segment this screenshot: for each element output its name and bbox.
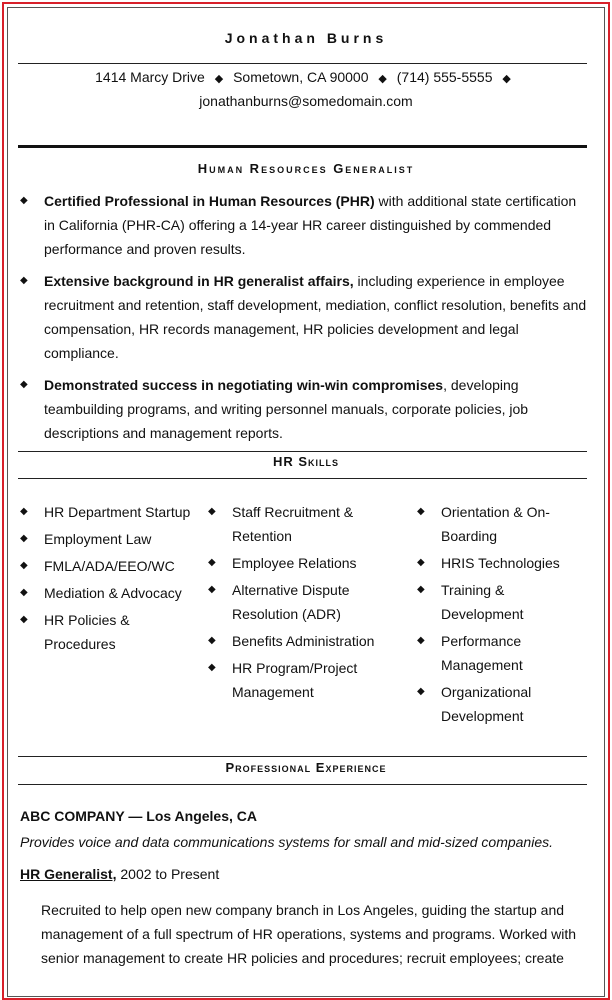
- skill-item: [20, 527, 202, 551]
- skill-label: Training & Development: [441, 582, 524, 622]
- skill-label: Organizational Development: [441, 684, 532, 724]
- skill-item: [417, 500, 587, 548]
- company-description: Provides voice and data communications systems for small and mid-sized companies.: [20, 834, 554, 850]
- bullet-icon: ◆: [20, 614, 28, 625]
- skill-item: [20, 581, 202, 605]
- summary-title: Human Resources Generalist: [197, 161, 415, 176]
- separator-icon: ◆: [214, 73, 224, 85]
- skill-label: Benefits Administration: [232, 633, 375, 649]
- skills-column-1: [20, 500, 202, 659]
- bullet-icon: ◆: [20, 506, 28, 517]
- bullet-icon: ◆: [208, 662, 216, 673]
- summary-item-text: including experience in employee recruitment and retention, staff development, mediation, conflict resolution, benefits and compensation, HR records management, HR policies development and legal compliance.: [44, 273, 587, 361]
- bullet-icon: ◆: [20, 195, 28, 206]
- bullet-icon: ◆: [208, 635, 216, 646]
- experience-title: Professional Experience: [225, 760, 387, 775]
- summary-item-bold: Certified Professional in Human Resources (PHR): [44, 193, 375, 209]
- summary-item-bold: Demonstrated success in negotiating win-win compromises: [44, 377, 444, 393]
- bullet-icon: ◆: [208, 506, 216, 517]
- skills-column-3: [417, 500, 587, 731]
- summary-item-text: , developing teambuilding programs, and writing personnel manuals, corporate policies, job descriptions and management reports.: [44, 377, 529, 441]
- company-name: ABC COMPANY — Los Angeles, CA: [20, 808, 257, 824]
- section-divider: [18, 478, 587, 479]
- skill-item: [208, 629, 380, 653]
- candidate-name: Jonathan Burns: [224, 30, 388, 46]
- bullet-icon: ◆: [417, 635, 425, 646]
- skill-label: HR Policies & Procedures: [44, 612, 130, 652]
- skill-item: [20, 500, 202, 524]
- summary-item-text: with additional state certification in California (PHR-CA) offering a 14-year HR career distinguished by commended performance and proven results.: [44, 193, 577, 257]
- skill-label: Employment Law: [44, 531, 152, 547]
- skills-column-2: [208, 500, 380, 707]
- job-title: HR Generalist,: [20, 866, 117, 882]
- section-divider: [18, 145, 587, 148]
- bullet-icon: ◆: [20, 587, 28, 598]
- bullet-icon: ◆: [417, 584, 425, 595]
- skill-item: [208, 500, 380, 548]
- skill-label: Staff Recruitment & Retention: [232, 504, 354, 544]
- skill-label: HR Program/Project Management: [232, 660, 358, 700]
- bullet-icon: ◆: [20, 275, 28, 286]
- skill-item: [20, 554, 202, 578]
- bullet-icon: ◆: [20, 533, 28, 544]
- bullet-icon: ◆: [20, 560, 28, 571]
- separator-icon: ◆: [378, 73, 387, 85]
- skill-item: [417, 680, 587, 728]
- skill-item: [208, 551, 380, 575]
- city: Sometown, CA 90000: [233, 69, 369, 85]
- skill-item: [417, 578, 587, 626]
- job-dates: 2002 to Present: [116, 866, 220, 882]
- bullet-icon: ◆: [208, 557, 216, 568]
- skill-label: Mediation & Advocacy: [44, 585, 182, 601]
- summary-item: [20, 189, 588, 261]
- skill-label: HRIS Technologies: [441, 555, 560, 571]
- summary-section: [20, 189, 588, 453]
- summary-item: [20, 373, 588, 445]
- section-divider: [18, 784, 587, 785]
- skill-item: [417, 551, 587, 575]
- contact-line: [0, 69, 612, 85]
- skill-label: HR Department Startup: [44, 504, 191, 520]
- skill-item: [208, 578, 380, 626]
- section-divider: [18, 451, 587, 452]
- skill-item: [20, 608, 202, 656]
- phone: (714) 555-5555: [396, 69, 493, 85]
- skill-label: Performance Management: [441, 633, 523, 673]
- summary-item: [20, 269, 588, 365]
- skill-label: Orientation & On-Boarding: [441, 504, 550, 544]
- job-title-line: [20, 866, 219, 882]
- separator-icon: ◆: [502, 73, 511, 85]
- skills-title: HR Skills: [272, 454, 340, 469]
- email: jonathanburns@somedomain.com: [199, 93, 413, 109]
- bullet-icon: ◆: [417, 506, 425, 517]
- bullet-icon: ◆: [208, 584, 216, 595]
- skill-item: [417, 629, 587, 677]
- summary-item-bold: Extensive background in HR generalist affairs,: [44, 273, 354, 289]
- job-description: Recruited to help open new company branch in Los Angeles, guiding the startup and management of a full spectrum of HR operations, systems and programs. Worked with senior management to create HR policies and procedures; recruit employees; create: [41, 902, 577, 966]
- bullet-icon: ◆: [417, 686, 425, 697]
- header-divider: [18, 63, 587, 64]
- skill-item: [208, 656, 380, 704]
- address: 1414 Marcy Drive: [95, 69, 205, 85]
- bullet-icon: ◆: [417, 557, 425, 568]
- bullet-icon: ◆: [20, 379, 28, 390]
- skill-label: Employee Relations: [232, 555, 357, 571]
- section-divider: [18, 756, 587, 757]
- skill-label: FMLA/ADA/EEO/WC: [44, 558, 175, 574]
- skill-label: Alternative Dispute Resolution (ADR): [232, 582, 350, 622]
